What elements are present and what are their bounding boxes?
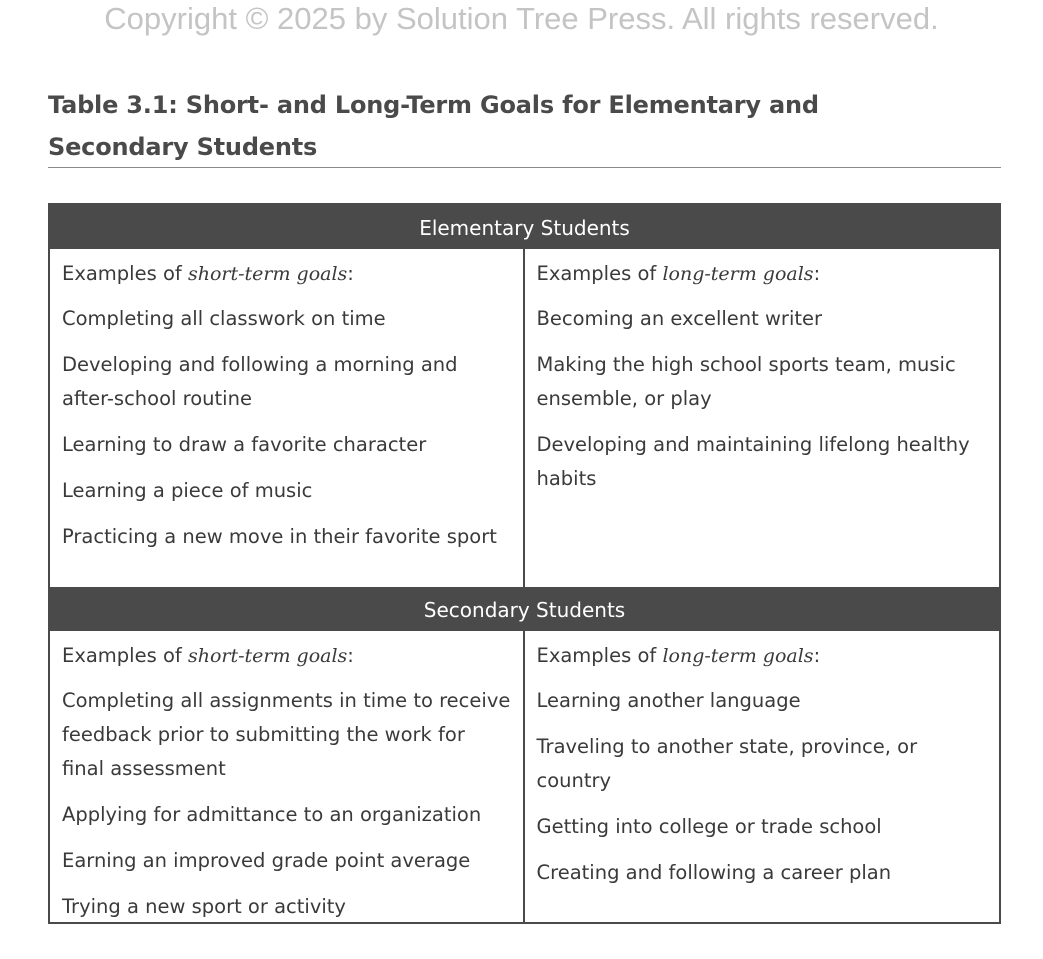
caption-line-1: Table 3.1: Short- and Long-Term Goals for Elementary and (48, 91, 819, 119)
goal-item: Completing all classwork on time (62, 307, 386, 330)
caption-divider (48, 167, 1001, 168)
long-term-goals-cell (525, 631, 1000, 922)
goal-item: Getting into college or trade school (536, 815, 882, 838)
goal-item: Developing and maintaining lifelong healthy habits (536, 433, 970, 490)
caption-line-2: Secondary Students (48, 133, 318, 161)
intro-emphasis: long-term goals (662, 263, 814, 285)
goal-item: Trying a new sport or activity (62, 895, 346, 918)
goal-item: Learning to draw a favorite character (62, 433, 427, 456)
table-row-secondary (50, 631, 999, 922)
short-term-goals-cell (50, 249, 525, 587)
cell-intro (537, 257, 988, 291)
goal-item: Practicing a new move in their favorite sport (62, 525, 497, 548)
cell-intro (62, 639, 511, 673)
intro-suffix: : (347, 262, 354, 285)
intro-emphasis: short-term goals (187, 645, 348, 667)
intro-emphasis: long-term goals (662, 645, 814, 667)
goal-item: Creating and following a career plan (536, 861, 892, 884)
cell-intro (62, 257, 511, 291)
intro-prefix: Examples of (536, 262, 663, 285)
intro-suffix: : (813, 644, 821, 667)
intro-prefix: Examples of (62, 644, 188, 667)
cell-intro (537, 639, 988, 673)
goal-item: Learning another language (536, 689, 801, 712)
intro-prefix: Examples of (536, 644, 663, 667)
long-term-goals-cell (525, 249, 1000, 587)
goal-item: Earning an improved grade point average (62, 849, 471, 872)
short-term-goals-cell (50, 631, 525, 922)
table-caption (48, 84, 1001, 168)
intro-emphasis: short-term goals (187, 263, 348, 285)
goals-table (48, 203, 1001, 924)
goal-item: Developing and following a morning and after-school routine (62, 353, 458, 410)
goal-item: Becoming an excellent writer (536, 307, 823, 330)
goal-item: Learning a piece of music (62, 479, 313, 502)
section-heading-secondary: Secondary Students (50, 587, 999, 631)
intro-suffix: : (813, 262, 821, 285)
intro-prefix: Examples of (62, 262, 188, 285)
goal-item: Making the high school sports team, music ensemble, or play (536, 353, 956, 410)
section-heading-elementary: Elementary Students (50, 205, 999, 249)
intro-suffix: : (347, 644, 354, 667)
goal-item: Applying for admittance to an organization (62, 803, 482, 826)
goal-item: Traveling to another state, province, or country (536, 735, 918, 792)
copyright-notice: Copyright © 2025 by Solution Tree Press. All rights reserved. (104, 1, 939, 36)
table-row-elementary (50, 249, 999, 587)
goal-item: Completing all assignments in time to receive feedback prior to submitting the work for final assessment (62, 689, 511, 780)
